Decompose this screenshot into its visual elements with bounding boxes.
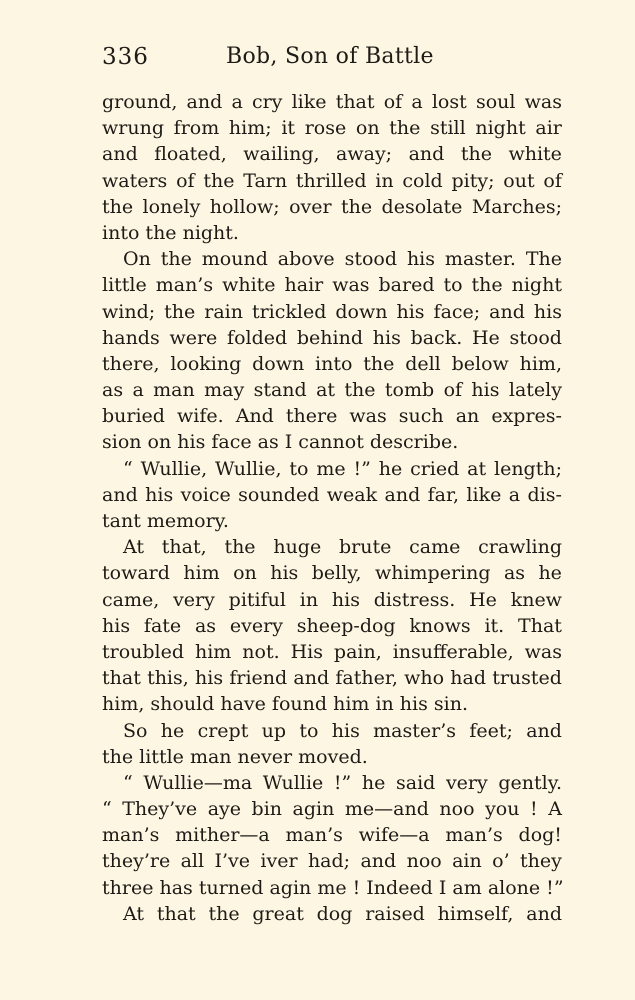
running-title: Bob, Son of Battle: [226, 44, 434, 69]
text-line: they’re all I’ve iver had; and noo ain o’ they: [102, 850, 562, 873]
text-line: “ Wullie, Wullie, to me !” he cried at length;: [123, 457, 562, 480]
text-line: On the mound above stood his master. The: [123, 248, 562, 271]
text-line: “ They’ve aye bin agin me—and noo you ! A: [102, 798, 562, 821]
text-line: “ Wullie—ma Wullie !” he said very gently.: [123, 771, 562, 794]
text-line: him, should have found him in his sin.: [102, 693, 469, 716]
text-line: wind; the rain trickled down his face; and his: [102, 300, 562, 323]
text-line: there, looking down into the dell below him,: [102, 352, 562, 375]
text-line: his fate as every sheep-dog knows it. That: [102, 614, 562, 637]
text-line: At that, the huge brute came crawling: [123, 536, 562, 559]
text-line: buried wife. And there was such an expres-: [102, 405, 562, 428]
text-line: So he crept up to his master’s feet; and: [123, 719, 562, 742]
text-line: into the night.: [102, 221, 239, 244]
text-line: ground, and a cry like that of a lost soul was: [102, 91, 562, 113]
body-text: [102, 89, 562, 927]
text-line: wrung from him; it rose on the still night air: [102, 117, 562, 140]
text-line: the little man never moved.: [102, 745, 368, 768]
text-line: that this, his friend and father, who had trusted: [102, 667, 562, 690]
text-line: the lonely hollow; over the desolate Marches;: [102, 195, 562, 218]
text-line: toward him on his belly, whimpering as he: [102, 562, 562, 585]
text-line: hands were folded behind his back. He stood: [102, 326, 562, 349]
text-line: and his voice sounded weak and far, like a dis-: [102, 483, 562, 506]
text-line: At that the great dog raised himself, and: [123, 902, 562, 925]
text-line: and floated, wailing, away; and the white: [102, 143, 562, 166]
page-number: 336: [102, 44, 149, 70]
text-line: three has turned agin me ! Indeed I am alone !”: [102, 876, 564, 899]
text-line: came, very pitiful in his distress. He knew: [102, 588, 562, 611]
text-line: sion on his face as I cannot describe.: [102, 431, 459, 454]
page-header: [102, 40, 562, 74]
text-line: little man’s white hair was bared to the night: [102, 274, 562, 297]
text-line: as a man may stand at the tomb of his lately: [102, 379, 562, 402]
text-line: man’s mither—a man’s wife—a man’s dog!: [102, 824, 562, 847]
text-line: tant memory.: [102, 510, 229, 532]
text-line: troubled him not. His pain, insufferable, was: [102, 640, 562, 663]
text-line: waters of the Tarn thrilled in cold pity; out of: [102, 169, 562, 192]
